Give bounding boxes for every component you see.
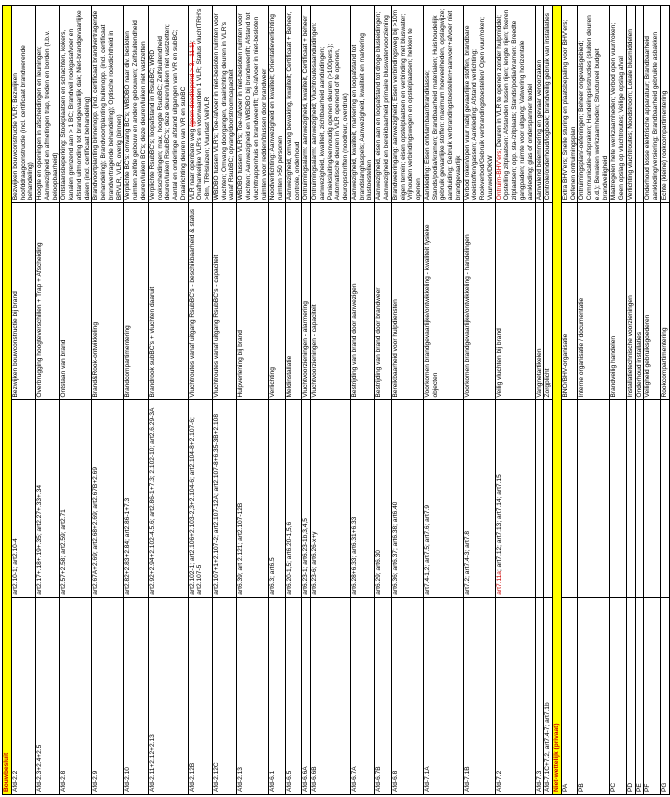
description-cell: Bezwijken bouwconstructie VLR; Bezwijken hoofddraagconstructie (incl. certificaat brandwerende behandeling) bbox=[11, 6, 35, 203]
article-code-cell: Afd-2.11+2.12+2.13 bbox=[148, 597, 188, 794]
subject-cell: Brandveilig handelen bbox=[610, 203, 627, 400]
description-cell: Ontstaansbeperking: Stookplaatsen en schachten, kokers, kanalen grenzend aan > 1 BC; Brandveil rookgasafvoer en afstand uitmonding tot brandgevaarlijk dak; Niet-brandgevaarlijke daken (incl. certificaat behandeling) bbox=[60, 6, 92, 203]
table-row bbox=[311, 6, 351, 795]
reference-cell bbox=[544, 400, 553, 597]
desc-highlight: (geen doodlopend > 3, -11.1) bbox=[188, 42, 196, 127]
subject-cell: BNO/BHV-organisatie bbox=[561, 203, 578, 400]
reference-cell bbox=[661, 400, 670, 597]
reference-cell: art6.39; art 2.121; art2.107-12B bbox=[237, 400, 269, 597]
table-row bbox=[610, 6, 627, 795]
article-code-cell: Afd-2.13 bbox=[237, 597, 269, 794]
reference-cell: art6.29; art6.30 bbox=[375, 400, 392, 597]
article-code-cell: Afd-6.5 bbox=[285, 597, 302, 794]
table-row bbox=[463, 6, 495, 795]
subject-cell: Brandcompartimentering bbox=[124, 203, 148, 400]
reference-cell bbox=[644, 400, 661, 597]
description-cell: WBDBO tussen VLR's; Toe-/afvoer in niet-besloten ruimten voor vluchten; Aanwezigheid en WBDBO bij brandweerlift; Afstand tot vluchttrappenhuis en brandweerlift; Toe-/afvoer in niet-besloten ruimten voor redden/blussen door brandweer bbox=[237, 6, 269, 203]
subject-cell: Vangnetartikelen bbox=[535, 203, 544, 400]
article-code-cell: Afd-2.3+2.4+2.5 bbox=[36, 597, 60, 794]
description-cell: Ontruimingsalarm: aanwezigheid; Vluchtroutesaanduidingen: aanwezigheid, kwaliteit, zichtbaarheid aanduidingen; Panieksluiting/eenvoudig openen deuren (>100pers.); Automatische deuren in VLR openend of te openen, deuropschriften (noodreur, overdruk) bbox=[311, 6, 351, 203]
reference-cell: art6.28+6.33; art6.31+6.33 bbox=[350, 400, 374, 597]
description-cell bbox=[495, 6, 535, 203]
description-cell: Verbod roken/open vuur nabij gevaarlijke stoffen, brandbare vloeistoffen/gassen; Aankleding: Afstand verlichting; Rookverbod/Gebruik verbrandingstoestellen/ Open vuur/roken; Vuurwerk/DKW bbox=[463, 6, 495, 203]
article-code-cell: Afd-6.6A bbox=[302, 597, 311, 794]
table-row bbox=[148, 6, 188, 795]
reference-cell bbox=[626, 400, 635, 597]
reference-cell: art6.36; art6.37; art6.38; art6.40 bbox=[391, 400, 423, 597]
subject-cell: Vluchtvoorzieningen - alarmering bbox=[302, 203, 311, 400]
description-cell: Aanwezigheid, eisen aan en loopafstand tot droge blusleidingen; Aanwezigheid en bereikbaarheid primaire bluswatervoorziening bbox=[375, 6, 392, 203]
description-cell: Verplichte BC's: omvang BC's; WBDBO naar div. besloten ruimten zelfde gebouw en andere gebouwen; Zelfsluitendheid deuren/luiken BC's; deze deuren/luiken niet vastzetten bbox=[124, 6, 148, 203]
table-row bbox=[544, 6, 553, 795]
description-cell bbox=[635, 6, 644, 203]
table-row bbox=[561, 6, 578, 795]
reference-cell bbox=[495, 400, 535, 597]
description-cell: Aanwezigheid, omvang bewaking, kwaliteit; Certificaat + Beheer, controle, onderhoud bbox=[285, 6, 302, 203]
section-header bbox=[3, 6, 12, 795]
table-row bbox=[36, 6, 60, 795]
reference-cell: art2.67A+2.69; art2.68+2.69; art2.67B+2.69 bbox=[92, 400, 124, 597]
reference-cell: art6.23-1; art6.23-1b,3,4,5 bbox=[302, 400, 311, 597]
table-row bbox=[124, 6, 148, 795]
reference-cell: art7.2; art7.4-3; art7.8 bbox=[463, 400, 495, 597]
subject-cell: Veilig vluchten bij brand bbox=[495, 203, 535, 400]
subject-cell: Bestrijding van brand door aanwezigen bbox=[350, 203, 374, 400]
subject-cell: Meldinstallatie bbox=[285, 203, 302, 400]
section-header bbox=[553, 6, 562, 795]
table-row bbox=[60, 6, 92, 795]
subject-cell: Voorkomen brandgevaarlijke/ontwikkeling - handelingen bbox=[463, 203, 495, 400]
description-cell: Ontruimingsplan/-oefeningen; Beheer ongevalsgebied; Communicatie-afspraken; Handelingsinstructies (sluiten deuren e.d.); Bewaken werkzaamheden; Structureel budget brandveiligheid bbox=[578, 6, 610, 203]
subject-cell: Onderhoud installaties bbox=[635, 203, 644, 400]
article-code-cell: PD bbox=[626, 597, 635, 794]
article-code-cell: PF bbox=[644, 597, 661, 794]
description-cell: Controle/onderhoud/logboek; brandveilig gebruik van installaties bbox=[544, 6, 553, 203]
reference-cell bbox=[610, 400, 627, 597]
subject-cell: Vluchtroutes vanaf uitgang RsubBC's - beschikbaarheid & status bbox=[188, 203, 212, 400]
reference-cell: art2.82+2.83+2.84; art2.86-1+7.3 bbox=[124, 400, 148, 597]
section-title: Bouwbesluit bbox=[3, 6, 12, 795]
table-row bbox=[302, 6, 311, 795]
reference-cell: art6.23-6; art6.26-x+y bbox=[311, 400, 351, 597]
description-cell: Extra BHV'ers; Snelle sturing en plaatsbepaling voor BHV'ers; Oefenen ontruimingsplan bbox=[561, 6, 578, 203]
table-row bbox=[212, 6, 236, 795]
table-row bbox=[285, 6, 302, 795]
reference-cell: art6.20-1,5; art6.20-1,5,6 bbox=[285, 400, 302, 597]
table-row bbox=[92, 6, 124, 795]
ref-highlight: art7.11a bbox=[495, 571, 503, 595]
table-row bbox=[626, 6, 635, 795]
checklist-table bbox=[2, 5, 670, 795]
article-code-cell: Afd-6.1 bbox=[269, 597, 286, 794]
subject-cell: Overbrugging hoogteverschillen + Trap + Afscheiding bbox=[36, 203, 60, 400]
description-cell bbox=[188, 6, 212, 203]
subject-cell: Installatietechnische voorzieningen bbox=[626, 203, 635, 400]
description-cell: Noodverlichting: Aanwezigheid en kwaliteit; Orientatieverlichting ruimten >50 personen bbox=[269, 6, 286, 203]
subject-cell: Zorgplicht bbox=[544, 203, 553, 400]
description-cell: Hoogte en openingen in afscheidingen en leuningen; Aanwezigheid en afmetingen trap, treden en borden (t.b.v. beloopbaarheid) bbox=[36, 6, 60, 203]
article-code-cell: Afd-7.1B bbox=[463, 597, 495, 794]
article-code-cell: Afd-2.8 bbox=[60, 597, 92, 794]
article-code-cell: Afd-6.7B bbox=[375, 597, 392, 794]
description-cell: Aankleding: Eisen ontvlambaar/brandklasse; Stands/podia/kramen; Brandbaarheid materialen; Huishoudelijk gebruik gevaarlijke stoffen: maximum hoeveelheden, opslagwijze; aanduiding; Gebruik verbrandingstoestellen+aanvoer+afvoer niet brandgevaarlijk bbox=[423, 6, 463, 203]
description-cell: Verplichte RsubBC's; loopafstand in RsubBC; WRD rookscheidingen; max. hoogte RsubBC; Zelfsluitendheid deuren/luiken RsubBC's; deze deuren/luiken niet vastzetten; Aantal en onderlinge afstand uitgangen van VR en subBC; Draairichting deuren van VR en subBC bbox=[148, 6, 188, 203]
description-cell: Aanvulend belemmering en gevaar veroorzaken bbox=[535, 6, 544, 203]
table-row bbox=[635, 6, 644, 795]
table-row bbox=[375, 6, 392, 795]
description-cell: Aanwezigheid, kwaliteit, markering en loopafstand tot brandslanghaspels; Aanwezigheid, kwaliteit en markering blustoestellen bbox=[350, 6, 374, 203]
subject-cell: Ontstaan van brand bbox=[60, 203, 92, 400]
article-code-cell: Afd-2.9 bbox=[92, 597, 124, 794]
table-row bbox=[391, 6, 423, 795]
article-code-cell: PG bbox=[661, 597, 670, 794]
article-code-cell: Afd-7.2 bbox=[495, 597, 535, 794]
description-cell: Ontruimingsalarm: aanwezigheid, kwaliteit, Certificaat + beheer bbox=[302, 6, 311, 203]
table-row bbox=[269, 6, 286, 795]
article-code-cell: Afd-7.1C+7.2, art7.4-7; art7.1b bbox=[544, 597, 553, 794]
description-cell: Brandweeringang: aanwezigheid; Eisen verbindingsweg bij >10m eigen terrein; eisen opstelplaatsen en verbinding met bluswater; Vrijhouden verbindingswegen en opstelplaatsen; hekken te openen bbox=[391, 6, 423, 203]
article-code-cell: PC bbox=[610, 597, 627, 794]
desc-suffix: ; Deuren in VLR te openen zonder hulpmiddel; Opstelling zitplaatsen: Afstanden tussen rijen; lengte rijen; fixeren zitplaatsen; opp. sta-/zitplaats; Stands/podia/kramen: Breedte gangpaden; ruimte voor uitgang; Vatwering horizontale aankleding; glas of onderspanner textiel bbox=[495, 9, 534, 201]
description-cell: Verlichting vluchtroutes; Noodstroom; Lokale blusmiddelen bbox=[626, 6, 635, 203]
reference-cell: art2.107+1+2.107-2; art2.107-12A; art2.107-8+6.35-3B+2.108 bbox=[212, 400, 236, 597]
subject-cell: Bestrijding van brand door brandweer bbox=[375, 203, 392, 400]
reference-cell: art2.10-1; art2.10-4 bbox=[11, 400, 35, 597]
description-cell: WBDBO tussen VLR's; Toe-/afvoer in niet-besloten ruimten voor vluchten; Omvang doorgangen, draairichting deuren in VLR's vanaf RsubBC; opvang/doorstroomcapaciteit bbox=[212, 6, 236, 203]
reference-cell: art2.17+.18+.19+.35; art2.27+.33+.34 bbox=[36, 400, 60, 597]
article-code-cell: Afd-6.6B bbox=[311, 597, 351, 794]
article-code-cell: Afd-6.7A bbox=[350, 597, 374, 794]
table-row bbox=[578, 6, 610, 795]
article-code-cell: PB bbox=[578, 597, 610, 794]
description-cell: Onderhoud losse elektrische apparatuur; Brandbaarheid aankleding/versiering; Brandbaarheid gebruikte asbakken bbox=[644, 6, 661, 203]
article-code-cell: PE bbox=[635, 597, 644, 794]
article-code-cell: Afd-2.12B bbox=[188, 597, 212, 794]
table-row bbox=[644, 6, 661, 795]
reference-cell bbox=[535, 400, 544, 597]
reference-cell: art6.3; art6.5 bbox=[269, 400, 286, 597]
subject-cell: Bereikbaarheid voor hulpdiensten bbox=[391, 203, 423, 400]
subject-cell: Brand&Rook-ontwikkeling bbox=[92, 203, 124, 400]
reference-cell: art7.4-1,2; art7.5; art7.6; art7.9 bbox=[423, 400, 463, 597]
reference-cell: art2.57+2.58; art2.59; art2.71 bbox=[60, 400, 92, 597]
article-code-cell: Afd-6.8 bbox=[391, 597, 423, 794]
table-row bbox=[237, 6, 269, 795]
reference-cell bbox=[635, 400, 644, 597]
table-row bbox=[661, 6, 670, 795]
table-row bbox=[350, 6, 374, 795]
table-row bbox=[11, 6, 35, 795]
table-row bbox=[495, 6, 535, 795]
article-code-cell: Afd-2.10 bbox=[124, 597, 148, 794]
checklist-body bbox=[3, 6, 670, 795]
desc-prefix: VLR naar openbare weg bbox=[188, 126, 196, 201]
description-cell: Maatregelen hete werkzaamheden; Verbod open vuur/roken; Geen opslag op vluchtroutes; Veilige opslag afval bbox=[610, 6, 627, 203]
subject-cell: Voorkomen brandgevaarlijke/ontwikkeling - kwaliteit fysieke objecten bbox=[423, 203, 463, 400]
table-row bbox=[188, 6, 212, 795]
table-row bbox=[535, 6, 544, 795]
reference-cell bbox=[561, 400, 578, 597]
subject-cell: Vluchtvoorzieningen - capaciteit bbox=[311, 203, 351, 400]
subject-cell: Verlichting bbox=[269, 203, 286, 400]
subject-cell: Vluchtroutes vanaf uitgang RsubBC's - capaciteit bbox=[212, 203, 236, 400]
desc-highlight: Ontruim-BHV'ers bbox=[495, 150, 503, 201]
article-code-cell: Afd-2.12C bbox=[212, 597, 236, 794]
description-cell: Echte (kleine) rookcompartimentering bbox=[661, 6, 670, 203]
ref-suffix: ; art7.12; art7.13; art7.14; art7.15 bbox=[495, 474, 503, 572]
article-code-cell: Afd-7.1A bbox=[423, 597, 463, 794]
subject-cell: Brandrook subBC's + vluchten daaruit bbox=[148, 203, 188, 400]
subject-cell: Interne organisatie / documentatie bbox=[578, 203, 610, 400]
desc-suffix: ; Onafhankelijke VLR's en voorwaarden 1 VLR; Status vluchtTRH's >8m, TRHsluizen; Vuurlast VeilVLR bbox=[188, 8, 212, 201]
reference-cell: art2.102-1; art2.106+2.103-2,3+2.104-6; art2.104-8+2.107-6; art2.107-5 bbox=[188, 400, 212, 597]
subject-cell: Bezwijken bouwconstructie bij brand bbox=[11, 203, 35, 400]
article-code-cell: Afd-2.2 bbox=[11, 597, 35, 794]
article-code-cell: PA bbox=[561, 597, 578, 794]
description-cell: Brandvoortplanting binnenopp. (incl. certificaat brandvertragende behandeling); Brandvoortplanting buitenopp. (incl. certificaat brandvertragende behandeling); Optische rookdichtheid in BRVLR, VLR, overig (binnen) bbox=[92, 6, 124, 203]
table-row bbox=[423, 6, 463, 795]
article-code-cell: Afd-7.3 bbox=[535, 597, 544, 794]
subject-cell: Hulpverlening bij brand bbox=[237, 203, 269, 400]
section-title: Niet-wettelijk (privaat) bbox=[553, 6, 562, 795]
reference-cell: art2.92+2.94+2.102-4.5.6; art2.86-1+7.3; 2.102-10; art2.6.29-3A bbox=[148, 400, 188, 597]
reference-cell bbox=[578, 400, 610, 597]
subject-cell: Veiligheid gebruiksgoederen bbox=[644, 203, 661, 400]
subject-cell: Rookcompartimentering bbox=[661, 203, 670, 400]
